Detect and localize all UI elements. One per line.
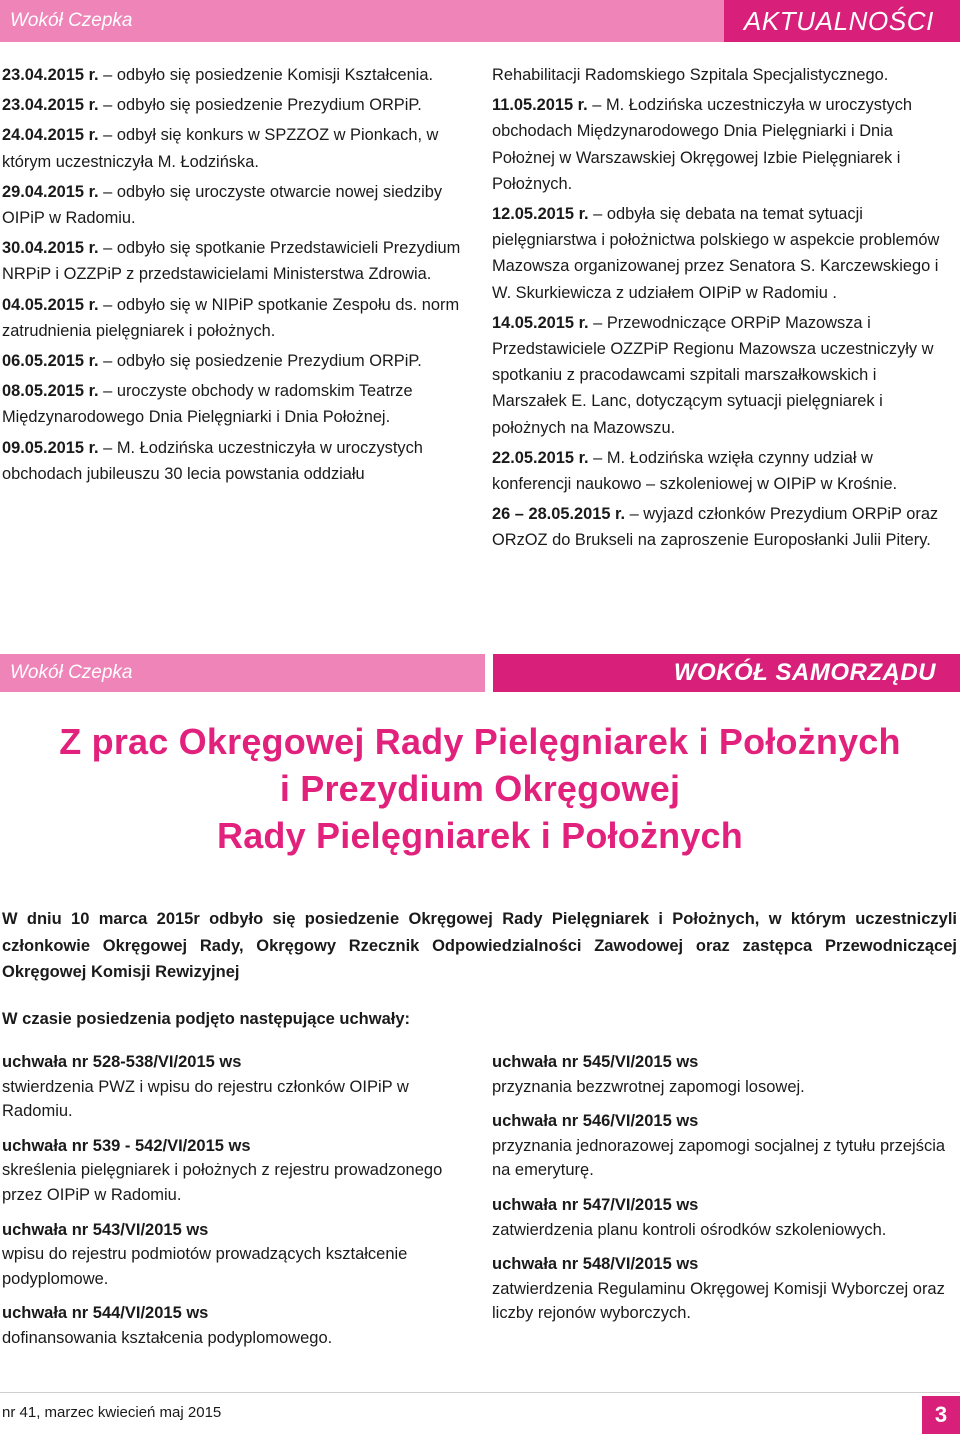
- news-date: 22.05.2015 r.: [492, 448, 589, 467]
- decision-text: dofinansowania kształcenia podyplomowego.: [2, 1328, 333, 1347]
- news-text: – odbyło się posiedzenie Prezydium ORPiP.: [98, 96, 422, 115]
- decision-text: zatwierdzenia planu kontroli ośrodków szkoleniowych.: [492, 1220, 887, 1239]
- decision-number: uchwała nr 546/VI/2015 ws: [492, 1112, 699, 1131]
- decision-item: [492, 1050, 954, 1099]
- news-item: [2, 378, 470, 430]
- news-text: – odbyło się w NIPiP spotkanie Zespołu ds. norm zatrudnienia pielęgniarek i położnych.: [2, 295, 460, 340]
- decision-text: wpisu do rejestru podmiotów prowadzących kształcenie podyplomowe.: [2, 1245, 408, 1288]
- news-item: [2, 348, 470, 374]
- news-item: [492, 501, 954, 553]
- news-date: 24.04.2015 r.: [2, 126, 99, 145]
- news-column-right: [492, 62, 954, 558]
- news-item: [492, 310, 954, 441]
- decision-item: [2, 1218, 472, 1292]
- decision-number: uchwała nr 545/VI/2015 ws: [492, 1053, 699, 1071]
- news-text: – Przewodniczące ORPiP Mazowsza i Przedstawiciele OZZPiP Regionu Mazowsza uczestniczyły w spotkaniu z pracodawcami szpitali marszałkowskich i Marszałek E. Lanc, dotyczącym sytuacji pielęgniarek i położnych na Mazowszu.: [492, 313, 934, 437]
- news-column-left: [0, 62, 470, 491]
- news-text: – M. Łodzińska wzięła czynny udział w konferencji naukowo – szkoleniowej w OIPiP w Krośnie.: [492, 448, 898, 494]
- top-section-band: [0, 0, 960, 42]
- news-item: [2, 122, 470, 174]
- decision-item: [492, 1109, 954, 1183]
- news-item: [2, 292, 470, 344]
- decision-number: uchwała nr 548/VI/2015 ws: [492, 1255, 699, 1274]
- news-item: [2, 62, 470, 88]
- decision-number: uchwała nr 543/VI/2015 ws: [2, 1220, 209, 1239]
- news-text: – odbyło się posiedzenie Prezydium ORPiP.: [98, 352, 422, 371]
- mid-section-band: [0, 654, 960, 692]
- decisions-column-left: [2, 1050, 472, 1361]
- news-item: [2, 179, 470, 231]
- headline-line-1: Z prac Okręgowej Rady Pielęgniarek i Położnych: [59, 721, 901, 762]
- news-item: [492, 62, 954, 88]
- news-date: 12.05.2015 r.: [492, 205, 589, 224]
- decision-item: [492, 1252, 954, 1326]
- news-date: 11.05.2015 r.: [492, 96, 588, 115]
- news-item: [2, 92, 470, 118]
- news-text: – odbyło się uroczyste otwarcie nowej siedziby OIPiP w Radomiu.: [2, 182, 443, 228]
- news-date: 09.05.2015 r.: [2, 438, 99, 457]
- news-date: 04.05.2015 r.: [2, 295, 99, 314]
- news-text: – wyjazd członków Prezydium ORPiP oraz ORzOZ do Brukseli na zaproszenie Europosłanki Julii Pitery.: [492, 505, 939, 550]
- news-text: – odbyło się posiedzenie Komisji Kształcenia.: [98, 66, 433, 84]
- decision-text: przyznania jednorazowej zapomogi socjalnej z tytułu przejścia na emeryturę.: [492, 1136, 946, 1180]
- news-date: 23.04.2015 r.: [2, 66, 99, 84]
- section-label-wokol-samorzadu: WOKÓŁ SAMORZĄDU: [673, 659, 936, 686]
- news-text: – odbył się konkurs w SPZZOZ w Pionkach, w którym uczestniczyła M. Łodzińska.: [2, 126, 439, 171]
- decision-number: uchwała nr 528-538/VI/2015 ws: [2, 1053, 242, 1071]
- news-text: – odbyło się spotkanie Przedstawicieli Prezydium NRPiP i OZZPiP z przedstawicielami Ministerstwa Zdrowia.: [2, 239, 461, 284]
- section-label-right-block: [493, 654, 960, 692]
- footer-divider: [0, 1392, 960, 1393]
- decision-number: uchwała nr 544/VI/2015 ws: [2, 1304, 209, 1323]
- article-headline: [0, 718, 960, 859]
- news-item: [492, 201, 954, 306]
- decision-item: [2, 1301, 472, 1350]
- page-number: 3: [922, 1396, 960, 1434]
- decision-text: stwierdzenia PWZ i wpisu do rejestru członków OIPiP w Radomiu.: [2, 1077, 409, 1121]
- headline-line-2: i Prezydium Okręgowej: [279, 768, 681, 809]
- news-item: [2, 435, 470, 487]
- news-item: [492, 445, 954, 497]
- article-intro: W dniu 10 marca 2015r odbyło się posiedzenie Okręgowej Rady Pielęgniarek i Położnych, w którym uczestniczyli członkowie Okręgowej Rady, Okręgowy Rzecznik Odpowiedzialności Zawodowej oraz zastępca Przewodniczącej Okręgowej Komisji Rewizyjnej: [2, 910, 957, 981]
- news-item: [492, 92, 954, 197]
- decision-text: przyznania bezzwrotnej zapomogi losowej.: [492, 1077, 805, 1096]
- news-date: 26 – 28.05.2015 r.: [492, 505, 626, 524]
- section-label-wokol-czepka: Wokół Czepka: [10, 662, 133, 683]
- decision-item: [492, 1193, 954, 1242]
- section-label-wokol-czepka: Wokół Czepka: [10, 10, 133, 31]
- news-text: – uroczyste obchody w radomskim Teatrze Międzynarodowego Dnia Pielęgniarki i Dnia Położnej.: [2, 382, 413, 427]
- decision-text: skreślenia pielęgniarek i położnych z rejestru prowadzonego przez OIPiP w Radomiu.: [2, 1161, 443, 1204]
- news-text: – M. Łodzińska uczestniczyła w uroczystych obchodach jubileuszu 30 lecia powstania oddziału: [2, 438, 423, 483]
- section-label-left-block: [0, 654, 485, 692]
- decision-item: [2, 1134, 472, 1208]
- decision-number: uchwała nr 547/VI/2015 ws: [492, 1195, 699, 1214]
- decision-item: [2, 1050, 472, 1124]
- news-date: 14.05.2015 r.: [492, 313, 589, 332]
- headline-line-3: Rady Pielęgniarek i Położnych: [217, 815, 743, 856]
- news-date: 08.05.2015 r.: [2, 382, 99, 401]
- section-label-block: [724, 0, 960, 42]
- news-date: 29.04.2015 r.: [2, 182, 99, 201]
- issue-label: nr 41, marzec kwiecień maj 2015: [2, 1404, 222, 1421]
- section-label-aktualnosci: AKTUALNOŚCI: [743, 5, 934, 36]
- news-item: [2, 235, 470, 287]
- news-date: 23.04.2015 r.: [2, 96, 99, 115]
- news-date: 06.05.2015 r.: [2, 352, 99, 371]
- news-date: 30.04.2015 r.: [2, 239, 99, 258]
- decisions-heading: W czasie posiedzenia podjęto następujące uchwały:: [2, 1010, 411, 1028]
- decision-text: zatwierdzenia Regulaminu Okręgowej Komisji Wyborczej oraz liczby rejonów wyborczych.: [492, 1279, 945, 1323]
- news-text: – M. Łodzińska uczestniczyła w uroczystych obchodach Międzynarodowego Dnia Pielęgniarki i Dnia Położnej w Warszawskiej Okręgowej Izbie Pielęgniarek i Położnych.: [492, 96, 913, 193]
- news-text: Rehabilitacji Radomskiego Szpitala Specjalistycznego.: [492, 66, 889, 84]
- decisions-column-right: [492, 1050, 954, 1336]
- decision-number: uchwała nr 539 - 542/VI/2015 ws: [2, 1136, 251, 1155]
- news-text: – odbyła się debata na temat sytuacji pielęgniarstwa i położnictwa polskiego w aspekcie problemów Mazowsza organizowanej przez Senatora S. Karczewskiego i W. Skurkiewicza z udziałem OIPiP w Radomiu .: [492, 205, 940, 302]
